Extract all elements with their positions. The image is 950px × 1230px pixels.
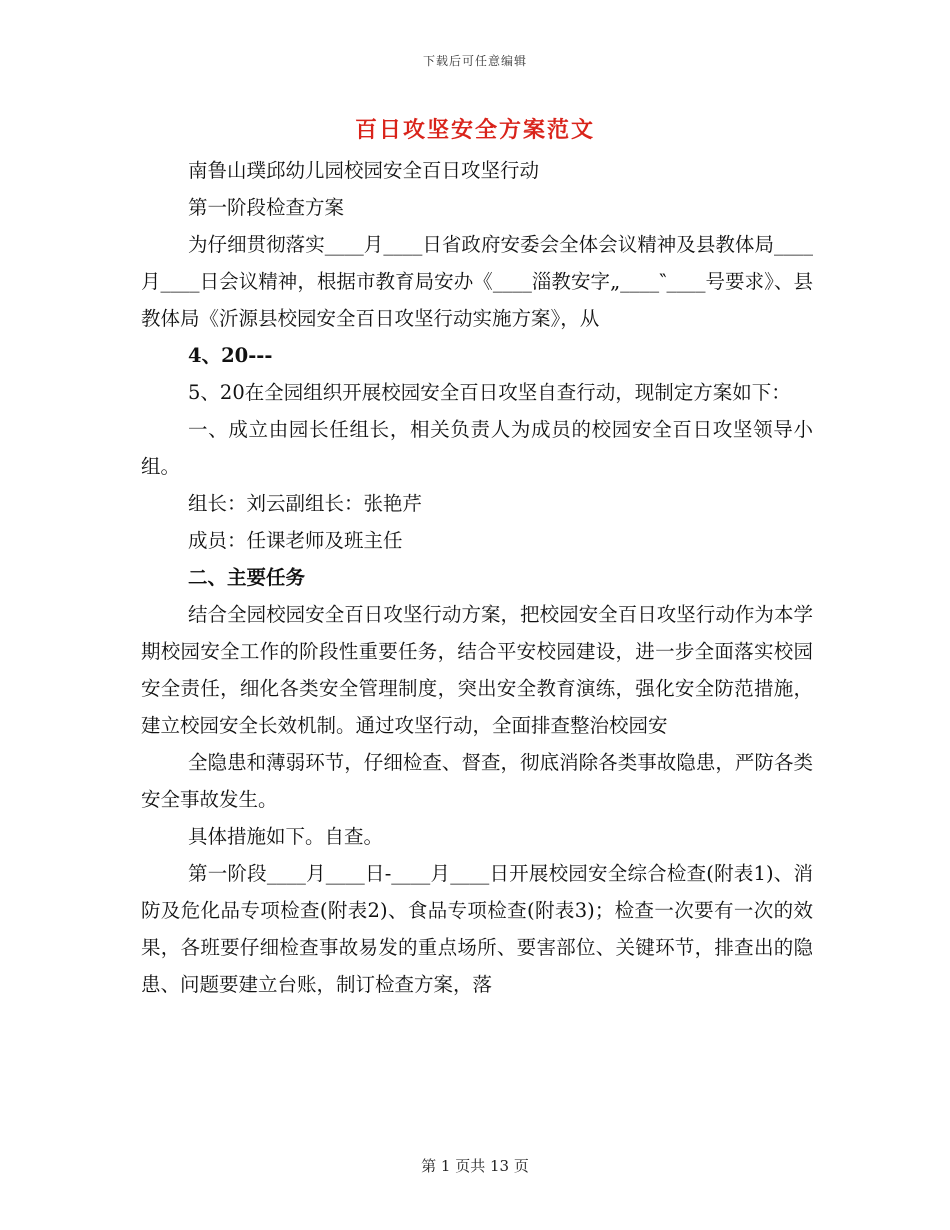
page-header: 下载后可任意编辑 [422,54,527,68]
section-heading-main-tasks: 二、主要任务 [188,566,306,589]
paragraph-school-name: 南鲁山璞邱幼儿园校园安全百日攻坚行动 [188,159,540,182]
document-title: 百日攻坚安全方案范文 [354,117,595,143]
paragraph-item-4: 4、20--- [188,344,273,367]
paragraph-item-5: 5、20在全园组织开展校园安全百日攻坚自查行动，现制定方案如下： [188,381,791,404]
paragraph-group-members: 成员：任课老师及班主任 [188,529,403,552]
paragraph-stage-one: 第一阶段____月____日-____月____日开展校园安全综合检查(附表1)、消防及危化品专项检查(附表2)、食品专项检查(附表3)；检查一次要有一次的效果，各班要仔细检查事故易发的重点场所、要害部位、关键环节，排查出的隐患、问题要建立台账，制订检查方案，落 [141,862,813,996]
paragraph-section-one: 一、成立由园长任组长，相关负责人为成员的校园安全百日攻坚领导小组。 [141,418,813,478]
paragraph-measures: 具体措施如下。自查。 [188,825,384,848]
paragraph-intro: 为仔细贯彻落实____月____日省政府安委会全体会议精神及县教体局____月____日会议精神，根据市教育局安办《____淄教安字„____‶____号要求》、县教体局《沂源县校园安全百日攻坚行动实施方案》，从 [141,233,813,330]
paragraph-stage-plan: 第一阶段检查方案 [188,196,345,219]
page-footer: 第 1 页共 13 页 [421,1157,529,1175]
paragraph-group-leaders: 组长：刘云副组长：张艳芹 [188,492,423,515]
paragraph-hazards: 全隐患和薄弱环节，仔细检查、督查，彻底消除各类事故隐患，严防各类安全事故发生。 [141,751,813,811]
paragraph-tasks: 结合全园校园安全百日攻坚行动方案，把校园安全百日攻坚行动作为本学期校园安全工作的阶段性重要任务，结合平安校园建设，进一步全面落实校园安全责任，细化各类安全管理制度，突出安全教育演练，强化安全防范措施，建立校园安全长效机制。通过攻坚行动，全面排查整治校园安 [141,603,813,737]
document-body [141,152,813,1003]
